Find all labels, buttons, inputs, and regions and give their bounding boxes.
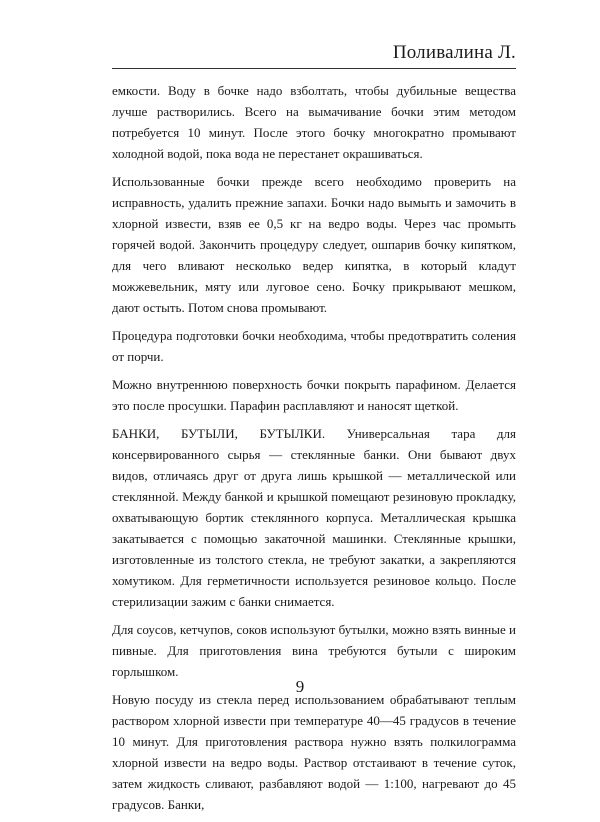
paragraph: Новую посуду из стекла перед использованием обрабатывают теплым раствором хлорной извести при температуре 40—45 градусов в течение 10 минут. Для приготовления раствора нужно взять полкилограмма хлорной извести на ведро воды. Раствор отстаивают в течение суток, затем жидкость сливают, разбавляют водой — 1:100, нагревают до 45 градусов. Банки, bbox=[112, 692, 516, 812]
body-text bbox=[112, 80, 516, 822]
paragraph: Использованные бочки прежде всего необходимо проверить на исправность, удалить прежние запахи. Бочки надо вымыть и замочить в хлорной извести, взяв ее 0,5 кг на ведро воды. Через час промыть горячей водой. Закончить процедуру следует, ошпарив бочку кипятком, для чего вливают несколько ведер кипятка, в который кладут можжевельник, мяту или луговое сено. Бочку прикрывают мешком, дают остыть. Потом снова промывают. bbox=[112, 174, 516, 315]
paragraph: емкости. Воду в бочке надо взболтать, чтобы дубильные вещества лучше растворились. Всего на вымачивание бочки этим методом потребуется 10 минут. После этого бочку многократно промывают холодной водой, пока вода не перестанет окрашиваться. bbox=[112, 83, 516, 161]
running-head bbox=[112, 38, 516, 69]
paragraph: Для соусов, кетчупов, соков используют бутылки, можно взять винные и пивные. Для приготовления вина требуются бутыли с широким горлышком. bbox=[112, 622, 516, 679]
paragraph: БАНКИ, БУТЫЛИ, БУТЫЛКИ. Универсальная тара для консервированного сырья — стеклянные банки. Они бывают двух видов, отличаясь друг от друга лишь крышкой — металлической или стеклянной. Между банкой и крышкой помещают резиновую прокладку, охватывающую бортик стеклянного корпуса. Металлическая крышка закатывается с помощью закаточной машинки. Стеклянные крышки, изготовленные из толстого стекла, не требуют закатки, а закрепляются хомутиком. Для герметичности используется резиновое кольцо. После стерилизации зажим с банки снимается. bbox=[112, 426, 516, 609]
running-head-author: Поливалина Л. bbox=[392, 42, 516, 63]
paragraph: Можно внутреннюю поверхность бочки покрыть парафином. Делается это после просушки. Парафин расплавляют и наносят щеткой. bbox=[112, 377, 516, 413]
paragraph: Процедура подготовки бочки необходима, чтобы предотвратить соления от порчи. bbox=[112, 328, 516, 364]
page-number: 9 bbox=[295, 677, 305, 696]
